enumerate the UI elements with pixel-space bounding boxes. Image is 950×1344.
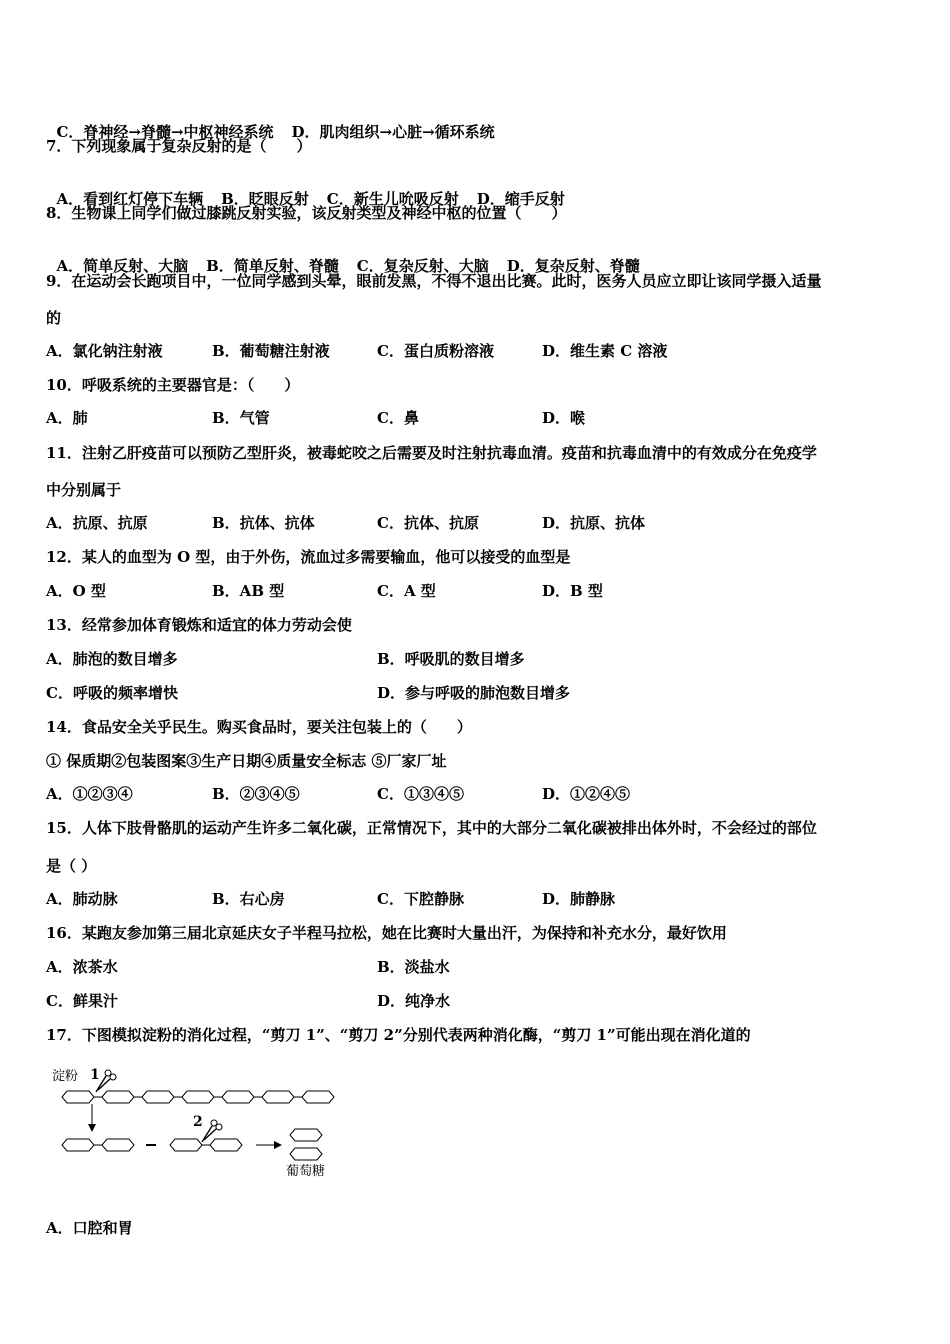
q13-stem: 13．经常参加体育锻炼和适宜的体力劳动会使 [46,616,352,634]
q17-option-a[interactable]: A．口腔和胃 [46,1219,133,1237]
q10-option-d[interactable]: D．喉 [542,409,586,427]
q15-option-b[interactable]: B．右心房 [212,890,285,908]
q13-option-a[interactable]: A．肺泡的数目增多 [46,650,178,668]
q12-option-a[interactable]: A．O 型 [46,582,106,600]
q16-option-c[interactable]: C．鲜果汁 [46,992,118,1010]
q17-stem: 17．下图模拟淀粉的消化过程，“剪刀 1”、“剪刀 2”分别代表两种消化酶，“剪刀 1”可能出现在消化道的 [46,1026,751,1044]
q10-option-c[interactable]: C．鼻 [377,409,419,427]
q6-option-c[interactable]: C．脊神经→脊髓→中枢神经系统 [56,123,274,141]
q15-option-a[interactable]: A．肺动脉 [46,890,118,908]
q11-stem-line2: 中分别属于 [46,481,122,499]
q11-option-d[interactable]: D．抗原、抗体 [542,514,646,532]
q15-option-d[interactable]: D．肺静脉 [542,890,616,908]
q15-stem-line2: 是（ ） [46,857,97,875]
q8-stem: 8．生物课上同学们做过膝跳反射实验，该反射类型及神经中枢的位置（ ） [46,204,567,222]
q11-stem-line1: 11．注射乙肝疫苗可以预防乙型肝炎，被毒蛇咬之后需要及时注射抗毒血清。疫苗和抗毒血清中的有效成分在免疫学 [46,444,817,462]
glucose-label: 葡萄糖 [286,1164,326,1179]
q12-option-d[interactable]: D．B 型 [542,582,603,600]
q14-option-a[interactable]: A．①②③④ [46,785,133,803]
q11-option-a[interactable]: A．抗原、抗原 [46,514,148,532]
q7-option-d[interactable]: D．缩手反射 [476,190,565,208]
starch-digestion-diagram [50,1062,340,1182]
q13-option-b[interactable]: B．呼吸肌的数目增多 [377,650,525,668]
q11-option-c[interactable]: C．抗体、抗原 [377,514,479,532]
q12-option-b[interactable]: B．AB 型 [212,582,285,600]
q12-stem: 12．某人的血型为 O 型，由于外伤，流血过多需要输血，他可以接受的血型是 [46,548,571,566]
glucose-units [290,1129,322,1160]
scissor-2-label: 2 [193,1114,203,1130]
q10-stem: 10．呼吸系统的主要器官是：（ ） [46,376,300,394]
q7-option-a[interactable]: A．看到红灯停下车辆 [56,190,204,208]
q15-stem-line1: 15．人体下肢骨骼肌的运动产生许多二氧化碳，正常情况下，其中的大部分二氧化碳被排出体外时，不会经过的部位 [46,819,817,837]
q11-option-b[interactable]: B．抗体、抗体 [212,514,315,532]
starch-chain [62,1091,334,1103]
q6-option-d[interactable]: D．肌肉组织→心脏→循环系统 [291,123,495,141]
q14-stem: 14．食品安全关乎民生。购买食品时，要关注包装上的（ ） [46,718,472,736]
q10-option-a[interactable]: A．肺 [46,409,88,427]
q8-option-c[interactable]: C．复杂反射、大脑 [356,257,489,275]
q14-items: ① 保质期②包装图案③生产日期④质量安全标志 ⑤厂家厂址 [46,752,447,770]
q12-option-c[interactable]: C．A 型 [377,582,436,600]
q14-option-b[interactable]: B．②③④⑤ [212,785,300,803]
disaccharide-fragment [62,1139,134,1151]
q16-option-d[interactable]: D．纯净水 [377,992,451,1010]
q16-stem: 16．某跑友参加第三届北京延庆女子半程马拉松，她在比赛时大量出汗，为保持和补充水分，最好饮用 [46,924,727,942]
q8-options-line [46,236,640,276]
q7-option-c[interactable]: C．新生儿吮吸反射 [326,190,459,208]
q16-option-a[interactable]: A．浓茶水 [46,958,118,976]
q13-option-d[interactable]: D．参与呼吸的肺泡数目增多 [377,684,571,702]
scissor-1-label: 1 [90,1067,100,1083]
q9-option-c[interactable]: C．蛋白质粉溶液 [377,342,494,360]
q9-option-b[interactable]: B．葡萄糖注射液 [212,342,330,360]
q15-option-c[interactable]: C．下腔静脉 [377,890,464,908]
starch-label: 淀粉 [52,1069,79,1084]
q14-option-c[interactable]: C．①③④⑤ [377,785,464,803]
q9-stem-line2: 的 [46,309,62,327]
q7-option-b[interactable]: B．眨眼反射 [221,190,309,208]
q16-option-b[interactable]: B．淡盐水 [377,958,450,976]
q9-option-d[interactable]: D．维生素 C 溶液 [542,342,668,360]
q9-stem-line1: 9．在运动会长跑项目中，一位同学感到头晕，眼前发黑，不得不退出比赛。此时，医务人员应立即让该同学摄入适量 [46,272,822,290]
q8-option-d[interactable]: D．复杂反射、脊髓 [506,257,640,275]
q9-option-a[interactable]: A．氯化钠注射液 [46,342,163,360]
q8-option-b[interactable]: B．简单反射、脊髓 [206,257,339,275]
q14-option-d[interactable]: D．①②④⑤ [542,785,631,803]
q7-stem: 7．下列现象属于复杂反射的是（ ） [46,137,312,155]
maltose-pair [170,1139,242,1151]
q10-option-b[interactable]: B．气管 [212,409,270,427]
q13-option-c[interactable]: C．呼吸的频率增快 [46,684,178,702]
q8-option-a[interactable]: A．简单反射、大脑 [56,257,189,275]
